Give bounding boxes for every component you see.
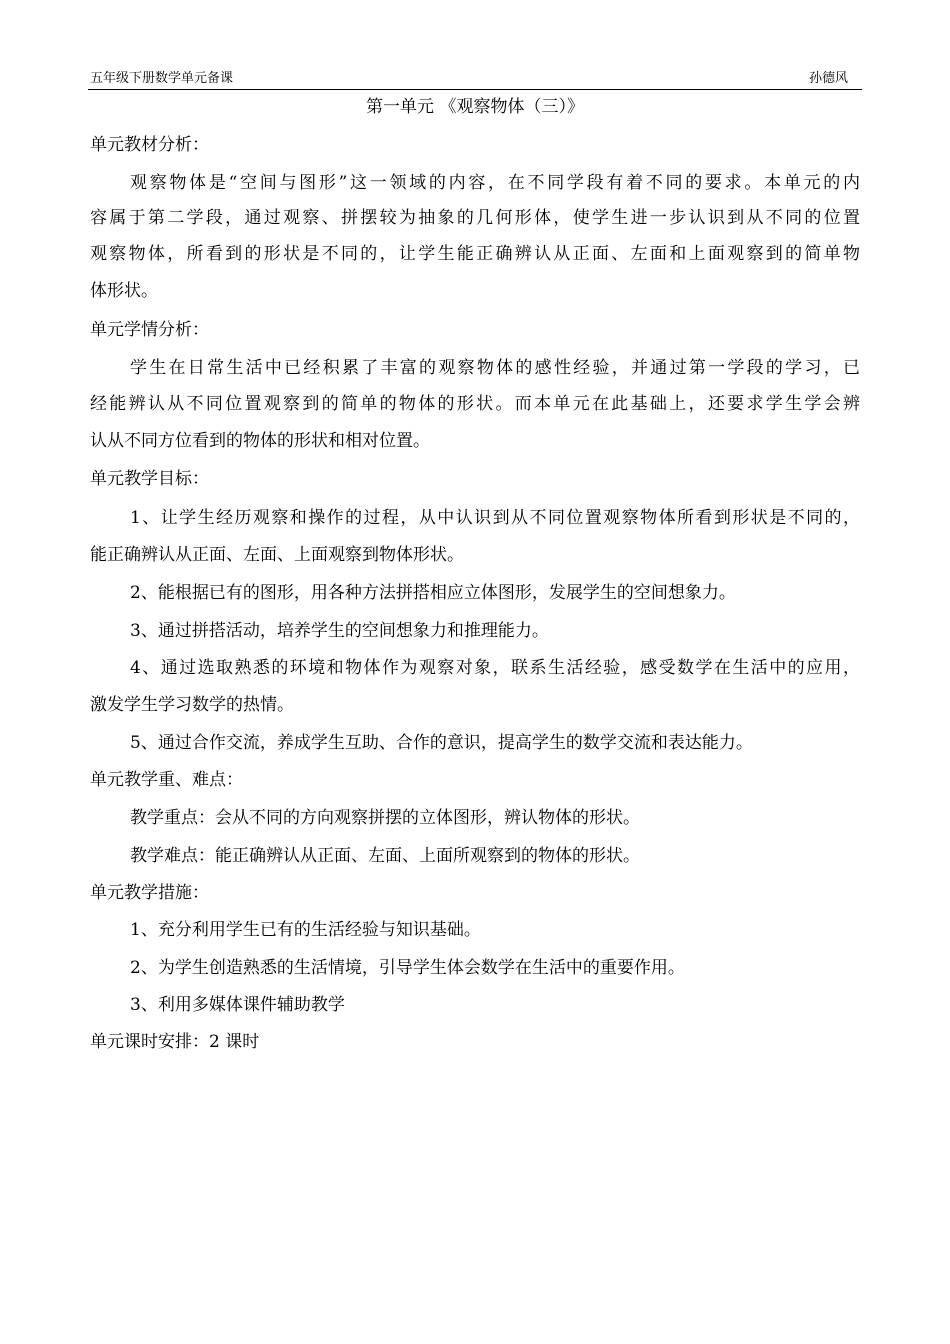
paragraph-line: 观察物体，所看到的形状是不同的，让学生能正确辨认从正面、左面和上面观察到的简单物 (90, 244, 860, 264)
measure-item: 2、为学生创造熟悉的生活情境，引导学生体会数学在生活中的重要作用。 (130, 958, 685, 978)
section-heading-schedule: 单元课时安排：2 课时 (90, 1032, 260, 1052)
section-heading-student-analysis: 单元学情分析： (90, 320, 209, 340)
section-heading-measures: 单元教学措施： (90, 883, 209, 903)
goal-item: 5、通过合作交流，养成学生互助、合作的意识，提高学生的数学交流和表达能力。 (130, 733, 753, 753)
paragraph-line: 经能辨认从不同位置观察到的简单的物体的形状。而本单元在此基础上，还要求学生学会辨 (90, 394, 860, 414)
paragraph-line: 体形状。 (90, 281, 158, 301)
goal-item: 3、通过拼搭活动，培养学生的空间想象力和推理能力。 (130, 621, 549, 641)
section-heading-goals: 单元教学目标： (90, 469, 209, 489)
section-heading-key-points: 单元教学重、难点： (90, 770, 243, 790)
paragraph-line: 容属于第二学段，通过观察、拼摆较为抽象的几何形体，使学生进一步认识到从不同的位置 (90, 208, 860, 228)
goal-item-continuation: 能正确辨认从正面、左面、上面观察到物体形状。 (90, 545, 464, 565)
section-heading-textbook-analysis: 单元教材分析： (90, 135, 209, 155)
goal-item: 4、通过选取熟悉的环境和物体作为观察对象，联系生活经验，感受数学在生活中的应用， (130, 658, 860, 678)
document-title: 第一单元 《观察物体（三）》 (366, 97, 584, 117)
paragraph-line: 观察物体是“空间与图形”这一领域的内容，在不同学段有着不同的要求。本单元的内 (130, 173, 860, 193)
goal-item: 2、能根据已有的图形，用各种方法拼搭相应立体图形，发展学生的空间想象力。 (130, 583, 736, 603)
header-author: 孙德风 (808, 71, 848, 86)
key-point-item: 教学难点：能正确辨认从正面、左面、上面所观察到的物体的形状。 (130, 846, 640, 866)
measure-item: 1、充分利用学生已有的生活经验与知识基础。 (130, 920, 481, 940)
header-course-label: 五年级下册数学单元备课 (90, 71, 234, 86)
page-header (88, 70, 862, 90)
measure-item: 3、利用多媒体课件辅助教学 (130, 995, 345, 1015)
goal-item-continuation: 激发学生学习数学的热情。 (90, 695, 294, 715)
key-point-item: 教学重点：会从不同的方向观察拼摆的立体图形，辨认物体的形状。 (130, 808, 640, 828)
paragraph-line: 认从不同方位看到的物体的形状和相对位置。 (90, 431, 430, 451)
goal-item: 1、让学生经历观察和操作的过程，从中认识到从不同位置观察物体所看到形状是不同的， (130, 508, 860, 528)
paragraph-line: 学生在日常生活中已经积累了丰富的观察物体的感性经验，并通过第一学段的学习，已 (130, 358, 860, 378)
